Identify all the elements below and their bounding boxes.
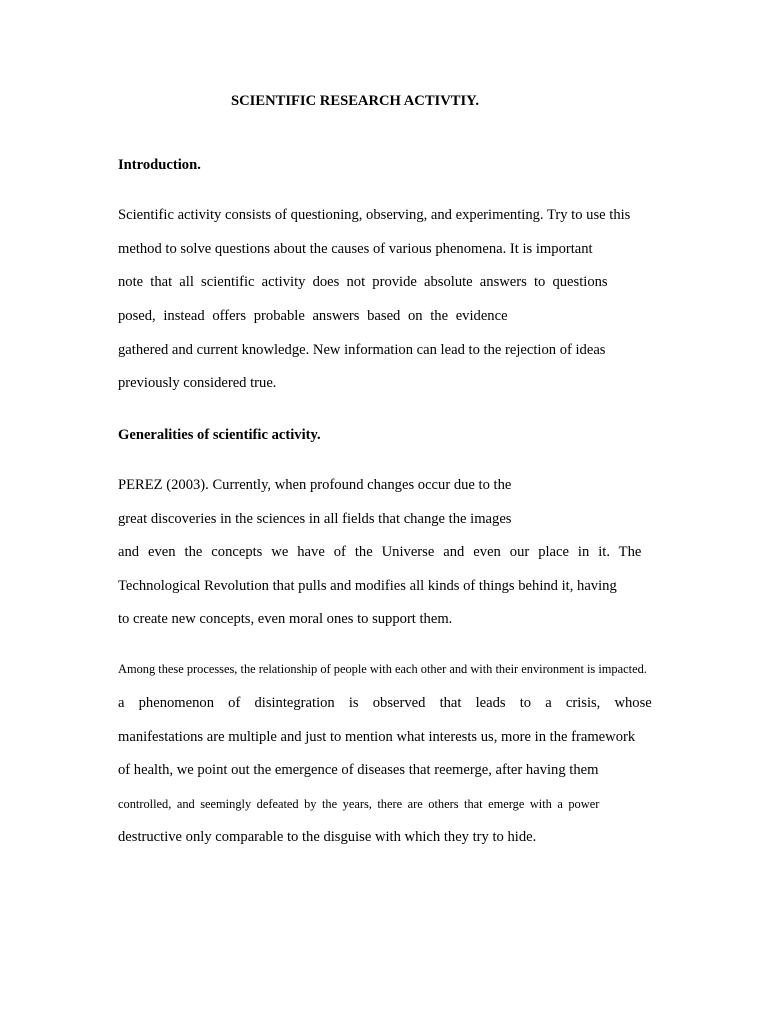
paragraph-line: posed, instead offers probable answers based on the evidence xyxy=(118,308,508,324)
paragraph-line: note that all scientific activity does not provide absolute answers to questions xyxy=(118,274,608,290)
paragraph-line: Scientific activity consists of questioning, observing, and experimenting. Try to use this xyxy=(118,207,631,223)
document-title: SCIENTIFIC RESEARCH ACTIVTIY. xyxy=(231,93,480,109)
paragraph-line: manifestations are multiple and just to mention what interests us, more in the framework xyxy=(118,729,636,745)
section-heading-generalities: Generalities of scientific activity. xyxy=(118,427,321,443)
paragraph-line: and even the concepts we have of the Universe and even our place in it. The xyxy=(118,544,642,560)
paragraph-line: previously considered true. xyxy=(118,375,277,391)
paragraph-line: destructive only comparable to the disguise with which they try to hide. xyxy=(118,829,537,845)
paragraph-line: controlled, and seemingly defeated by the years, there are others that emerge with a power xyxy=(118,797,600,811)
paragraph-line: great discoveries in the sciences in all fields that change the images xyxy=(118,511,512,527)
paragraph-line: to create new concepts, even moral ones to support them. xyxy=(118,611,453,627)
paragraph-line: Technological Revolution that pulls and modifies all kinds of things behind it, having xyxy=(118,578,617,594)
paragraph-line: of health, we point out the emergence of diseases that reemerge, after having them xyxy=(118,762,599,778)
paragraph-line: PEREZ (2003). Currently, when profound changes occur due to the xyxy=(118,477,512,493)
paragraph-line: gathered and current knowledge. New information can lead to the rejection of ideas xyxy=(118,342,606,358)
paragraph-line: Among these processes, the relationship of people with each other and with their environment is impacted. xyxy=(118,662,647,676)
paragraph-line: a phenomenon of disintegration is observed that leads to a crisis, whose xyxy=(118,695,652,711)
section-heading-introduction: Introduction. xyxy=(118,157,201,173)
paragraph-line: method to solve questions about the causes of various phenomena. It is important xyxy=(118,241,593,257)
